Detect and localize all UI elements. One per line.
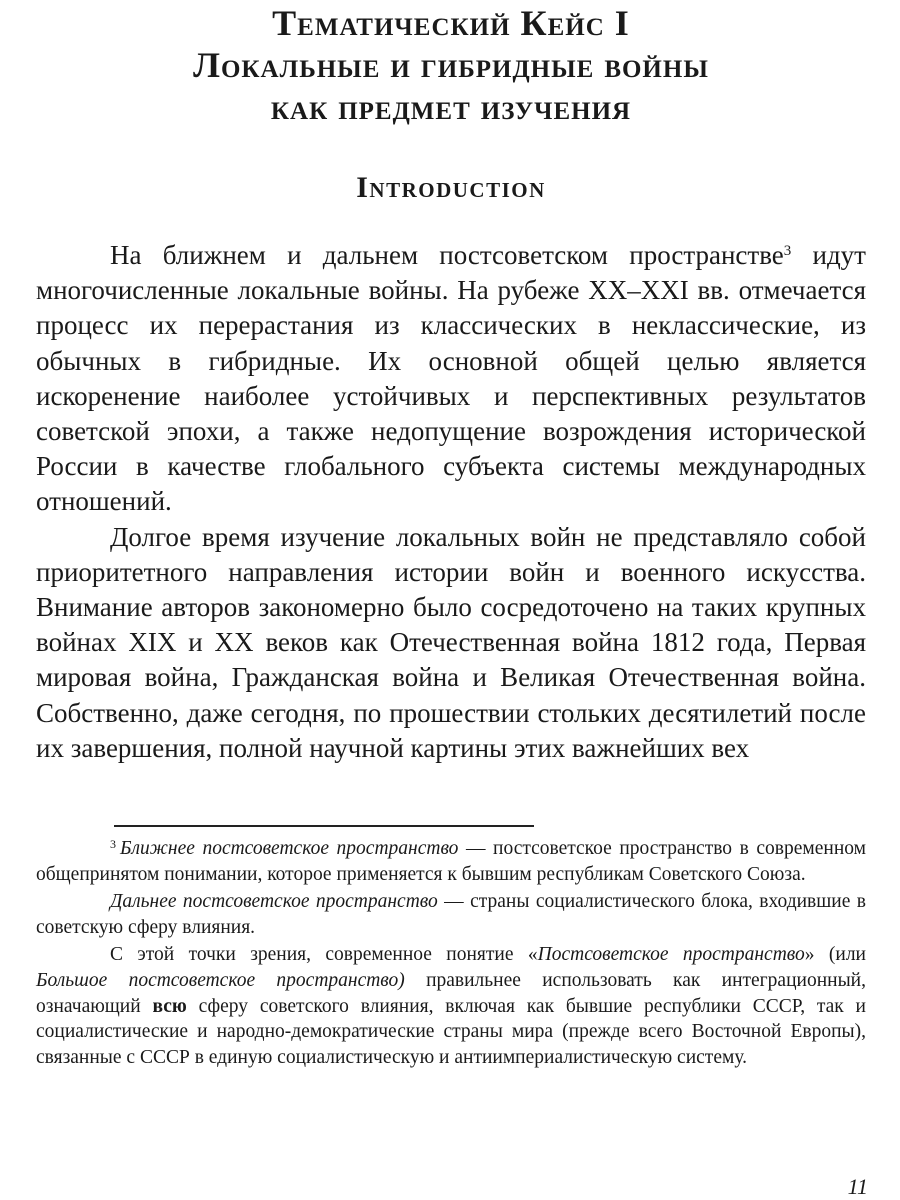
footnote-term-postsoviet: Постсоветское пространство [537,944,805,966]
footnote-text-a: С этой точки зрения, современное понятие « [110,944,538,966]
chapter-title-line-3: как предмет изучения [270,87,632,127]
footnote-number: 3 [110,837,116,851]
footnote-term-big-postsoviet: Большое постсоветское пространство) [36,969,405,991]
footnote-paragraph-1 [36,836,866,887]
footnote-divider [114,825,534,827]
book-page [36,0,866,1200]
main-text [36,238,866,766]
footnote-term-far: Дальнее постсоветское пространство [110,891,438,913]
paragraph-1-rest: идут многочисленные локальные войны. На рубеже XX–XXI вв. отмечается процесс их перерастания из классических в неклассические, из обычных в гибридные. Их основной общей целью является искоренение наиболее устойчивых и перспективных результатов советской эпохи, а также недопущение возрождения исторической России в качестве глобального субъекта системы международных отношений. [36,240,866,517]
section-title: Introduction [356,171,546,204]
chapter-title [36,0,866,128]
page-number: 11 [847,1174,868,1199]
footnotes [36,836,866,1070]
footnote-paragraph-2 [36,889,866,940]
footnote-paragraph-3 [36,942,866,1070]
paragraph-1-start: На ближнем и дальнем постсоветском пространстве [110,240,784,270]
footnote-text-b: » (или [804,944,866,966]
footnote-text-c: правильнее использовать как интеграционный, означающий [36,969,866,1017]
footnote-definition-far: — страны социалистического блока, входившие в советскую сферу влияния. [36,891,866,938]
chapter-title-line-2: Локальные и гибридные войны [193,45,709,85]
chapter-title-line-1: Тематический Кейс I [272,3,630,43]
footnote-text-d: сферу советского влияния, включая как бывшие республики СССР, так и социалистические и народно-демократические страны мира (прежде всего Восточной Европы), связанные с СССР в единую социалистическую и антиимпериалистическую систему. [36,995,866,1068]
footnote-term-near: Ближнее постсоветское пространство [120,838,459,859]
footnote-definition-near: — постсоветское пространство в современном общепринятом понимании, которое применяется к бывшим республикам Советского Союза. [36,838,866,885]
footnote-reference: 3 [783,243,792,259]
footnote-emphasis: всю [152,995,187,1017]
paragraph-2: Долгое время изучение локальных войн не представляло собой приоритетного направления истории войн и военного искусства. Внимание авторов закономерно было сосредоточено на таких крупных войнах XIX и XX веков как Отечественная война 1812 года, Первая мировая война, Гражданская война и Великая Отечественная война. Собственно, даже сегодня, по прошествии стольких десятилетий после их завершения, полной научной картины этих важнейших вех [36,521,866,763]
paragraph-1 [36,238,866,520]
